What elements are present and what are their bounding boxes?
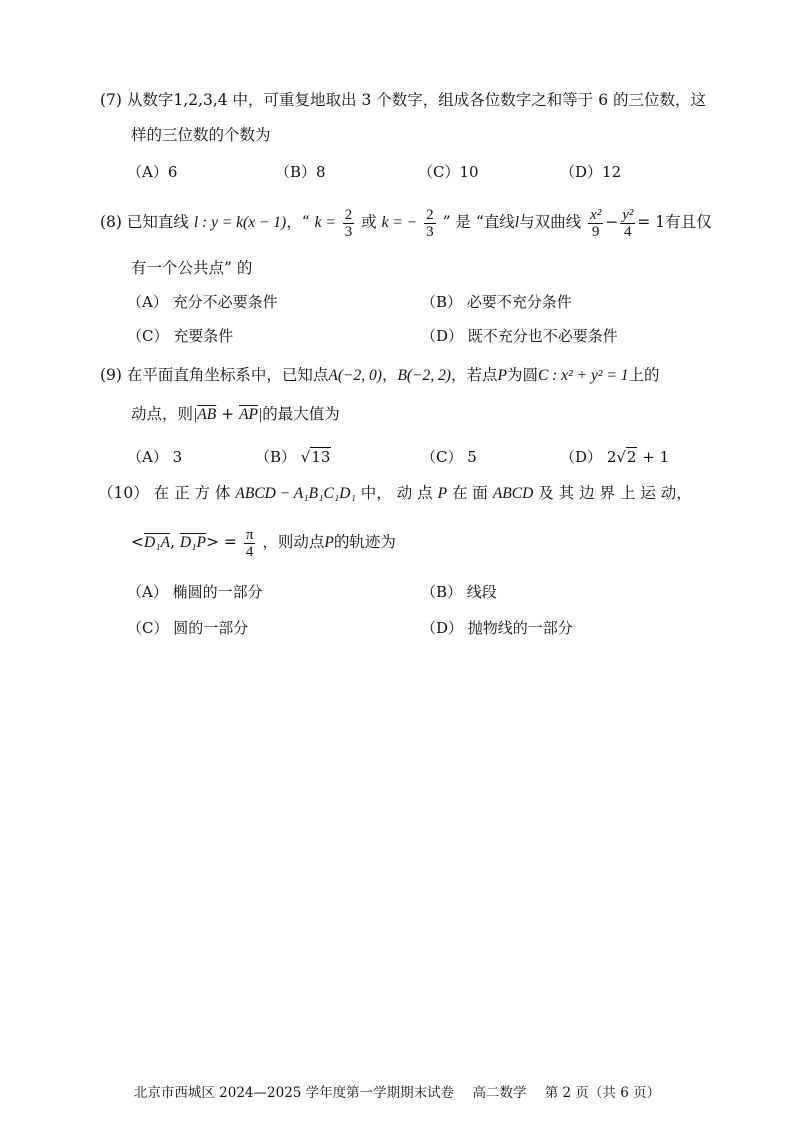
- q8-mid2: 与双曲线: [519, 213, 582, 231]
- q9-option-d-label: （D）: [560, 448, 603, 466]
- q8-hyperbola-frac2: [620, 207, 635, 240]
- q9-mid2: 为圆: [506, 366, 538, 384]
- q8-h-num2: y²: [622, 206, 634, 223]
- q9-comma: ，: [381, 366, 398, 384]
- q9-pre: 在平面直角坐标系中，已知点: [126, 366, 329, 384]
- q10-pi-den: 4: [245, 543, 254, 560]
- footer-page-number: 第 2 页（共 6 页）: [544, 1085, 661, 1101]
- q10-p: P: [437, 485, 448, 502]
- q8-k2-fraction: [424, 207, 436, 240]
- q8-h-den1: 9: [591, 223, 600, 240]
- q8-quote-open: ，“: [286, 213, 310, 231]
- q9-post: 上的: [628, 366, 660, 384]
- q7-number: (7): [100, 91, 122, 109]
- q10-option-a: （A） 椭圆的一部分: [127, 583, 263, 601]
- q8-h-den2: 4: [624, 223, 632, 240]
- q10-vector-d1p: D₁P: [179, 534, 206, 551]
- q7-option-a: （A）6: [127, 163, 178, 181]
- q8-eq1: = 1: [637, 213, 666, 231]
- q8-k2-numerator: 2: [426, 206, 434, 223]
- q10-line1-c: 在 面: [451, 484, 488, 502]
- q7-text-line1: 从数字1,2,3,4 中，可重复地取出 3 个数字，组成各位数字之和等于 6 的三位数，这: [126, 91, 706, 109]
- q7-option-b: （B）8: [275, 163, 326, 181]
- q8-l: l: [514, 214, 520, 231]
- q10-angle-fraction: [244, 527, 256, 560]
- q10-p2: P: [324, 534, 334, 551]
- q7-text-line2: 样的三位数的个数为: [131, 126, 271, 144]
- q9-line2-post: 的最大值为: [262, 405, 340, 423]
- q8-option-a: （A） 充分不必要条件: [127, 293, 278, 311]
- q8-k2: k = −: [381, 214, 418, 231]
- q9-plus: +: [216, 405, 240, 423]
- q10-face: ABCD: [492, 485, 534, 502]
- q9-option-d-post: + 1: [637, 448, 670, 466]
- q8-k1-denominator: 3: [344, 223, 353, 240]
- q8-option-b: （B） 必要不充分条件: [421, 293, 572, 311]
- q9-mid: ，若点: [450, 366, 498, 384]
- q8-k2-denominator: 3: [426, 223, 434, 240]
- q10-pi-num: π: [245, 526, 254, 543]
- q10-lt: <: [131, 533, 144, 551]
- page-footer: [0, 1081, 794, 1101]
- q8-pre: 已知直线: [126, 213, 189, 231]
- q10-cube: ABCD − A₁B₁C₁D₁: [235, 485, 356, 502]
- q9-point-b: B(−2, 2): [397, 367, 451, 384]
- q10-gt: > =: [205, 533, 237, 551]
- q8-hyperbola-frac1: [588, 207, 603, 240]
- q7-line1: [100, 90, 706, 110]
- q8-line-equation: l : y = k(x − 1): [193, 214, 287, 231]
- q10-line2-end: 的轨迹为: [333, 533, 396, 551]
- q8-k1-numerator: 2: [344, 206, 353, 223]
- q9-option-b-radicand: 13: [311, 448, 331, 466]
- q10-option-d: （D） 抛物线的一部分: [421, 619, 573, 637]
- q9-point-a: A(−2, 0): [328, 367, 382, 384]
- footer-subject: 高二数学: [472, 1085, 527, 1101]
- q9-p: P: [497, 367, 507, 384]
- q8-option-c: （C） 充要条件: [127, 327, 234, 345]
- q9-bar2: |: [258, 406, 263, 423]
- q9-option-b: （B） √13: [255, 448, 331, 466]
- q10-line1-b: 中， 动 点: [360, 484, 433, 502]
- q9-circle: C : x² + y² = 1: [537, 367, 629, 384]
- q9-vector-ap: $\overline{AP}$: [239, 406, 258, 423]
- footer-exam-title: 北京市西城区 2024—2025 学年度第一学期期末试卷: [133, 1085, 455, 1101]
- q9-option-d-coef: 2: [606, 448, 617, 466]
- q10-option-b: （B） 线段: [421, 583, 497, 601]
- q10-line1-a: 在 正 方 体: [153, 484, 231, 502]
- q8-line1: [100, 202, 712, 243]
- q10-line2-post: ，则动点: [262, 533, 325, 551]
- q7-option-c: （C）10: [418, 163, 479, 181]
- q8-text-line2: 有一个公共点” 的: [131, 259, 253, 277]
- q9-bar1: |: [193, 406, 198, 423]
- q8-option-d: （D） 既不充分也不必要条件: [421, 327, 618, 345]
- q8-mid: ” 是 “直线: [442, 213, 515, 231]
- q9-line2-pre: 动点，则: [131, 405, 194, 423]
- q9-number: (9): [100, 366, 122, 384]
- q9-option-a: （A） 3: [127, 448, 183, 466]
- q9-vector-ab: $\overline{AB}$: [197, 406, 217, 423]
- q10-number: （10）: [98, 484, 149, 502]
- q10-line1-d: 及 其 边 界 上 运 动，: [538, 484, 692, 502]
- q10-option-c: （C） 圆的一部分: [127, 619, 249, 637]
- q8-k1: k =: [314, 214, 336, 231]
- q9-option-b-label: （B）: [255, 448, 297, 466]
- q8-h-num1: x²: [590, 206, 602, 223]
- q8-post: 有且仅: [665, 213, 712, 231]
- q9-line1: [100, 365, 659, 386]
- q8-number: (8): [100, 213, 122, 231]
- q9-option-c: （C） 5: [421, 448, 477, 466]
- q8-or: 或: [361, 213, 377, 231]
- q10-vector-d1a: D₁A: [144, 534, 171, 551]
- q10-line2: [131, 522, 396, 563]
- q10-line1: [98, 483, 692, 504]
- q10-comma: ,: [170, 533, 180, 551]
- q9-line2: [131, 404, 340, 425]
- q7-option-d: （D）12: [560, 163, 622, 181]
- q8-k1-fraction: [343, 207, 355, 240]
- q9-option-d: （D） 2√2 + 1: [560, 448, 670, 466]
- q9-option-d-radicand: 2: [626, 448, 637, 466]
- q8-minus: −: [605, 213, 619, 231]
